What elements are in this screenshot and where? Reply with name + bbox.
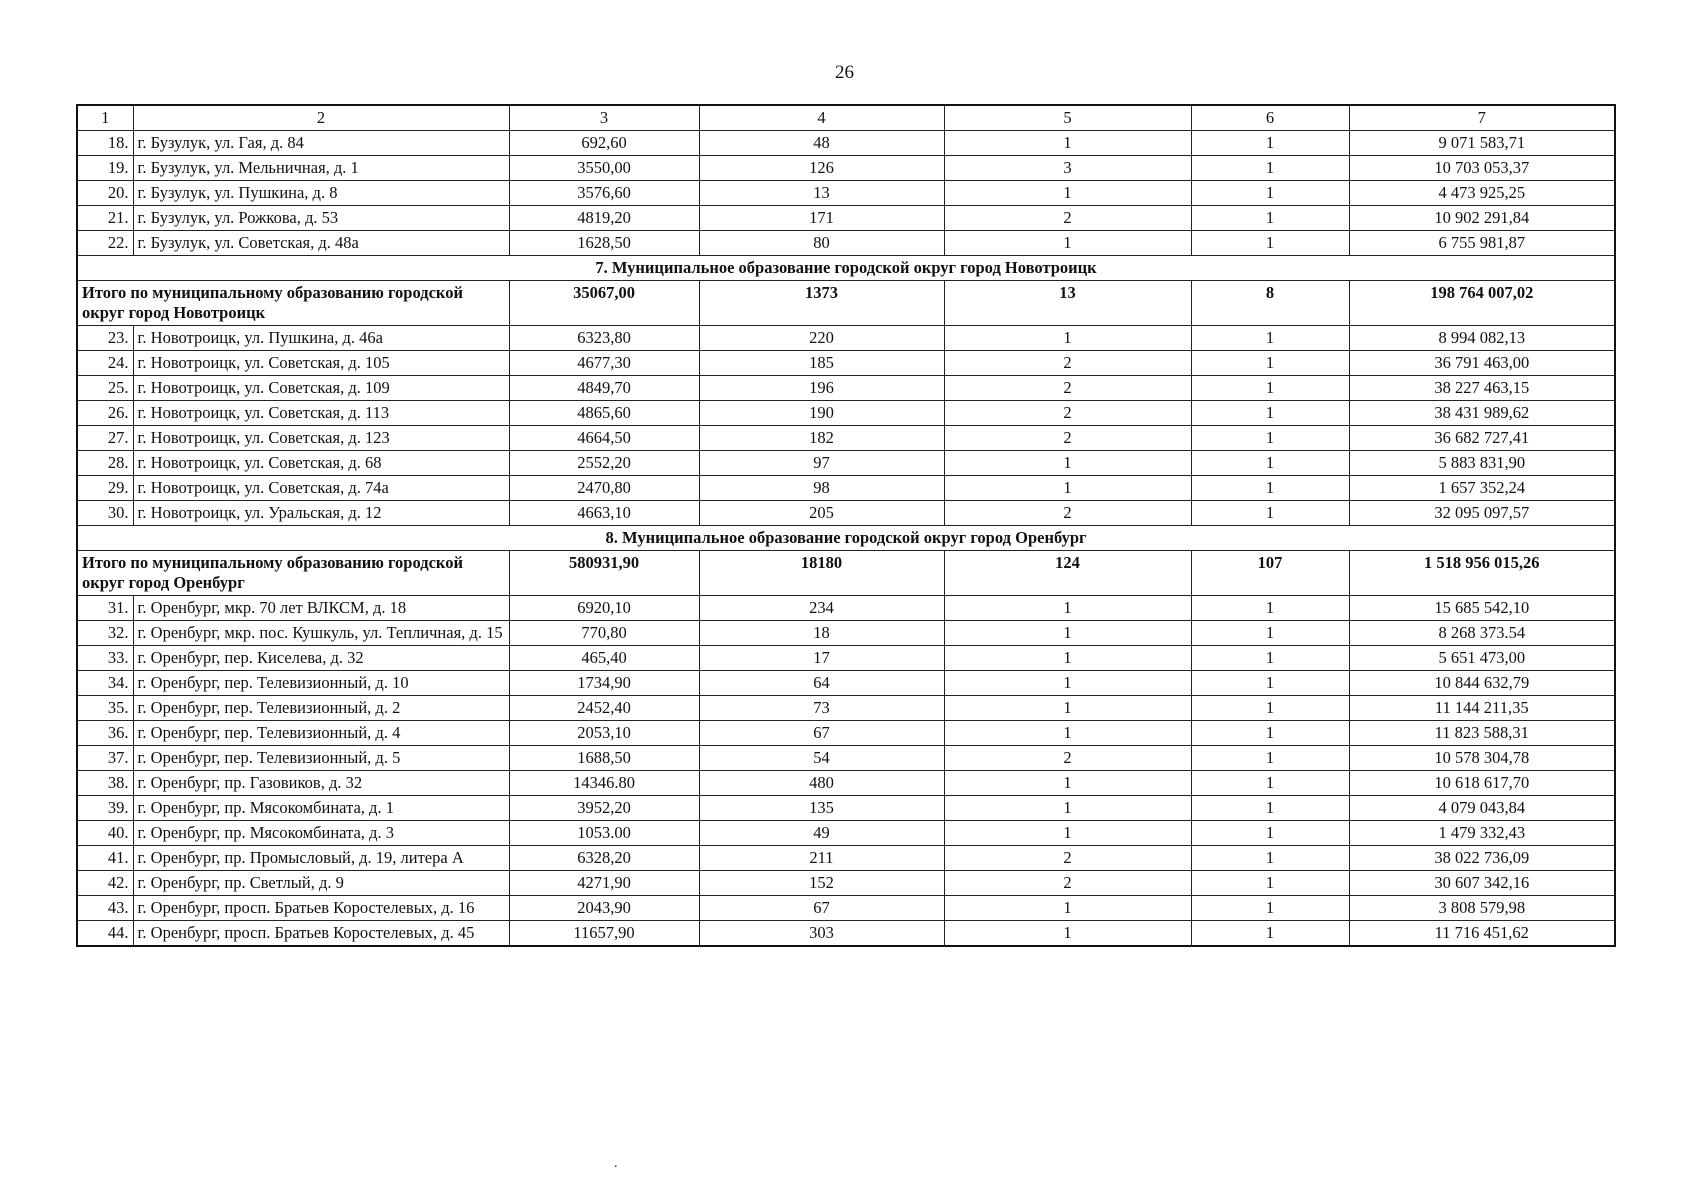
value-cell: 2053,10 [509, 721, 699, 746]
value-cell: 2 [944, 426, 1191, 451]
value-cell: 67 [699, 721, 944, 746]
value-cell: 3952,20 [509, 796, 699, 821]
table-row [77, 921, 1615, 947]
value-cell: 30 607 342,16 [1349, 871, 1615, 896]
value-cell: 97 [699, 451, 944, 476]
address-cell: г. Оренбург, мкр. 70 лет ВЛКСМ, д. 18 [133, 596, 509, 621]
value-cell: 10 578 304,78 [1349, 746, 1615, 771]
value-cell: 32 095 097,57 [1349, 501, 1615, 526]
row-number: 40. [77, 821, 133, 846]
address-cell: г. Оренбург, пр. Промысловый, д. 19, литера А [133, 846, 509, 871]
address-cell: г. Бузулук, ул. Пушкина, д. 8 [133, 181, 509, 206]
table-body [77, 105, 1615, 946]
value-cell: 692,60 [509, 131, 699, 156]
table-row [77, 376, 1615, 401]
address-cell: г. Бузулук, ул. Рожкова, д. 53 [133, 206, 509, 231]
header-cell: 6 [1191, 105, 1349, 131]
value-cell: 1 [1191, 921, 1349, 947]
value-cell: 10 618 617,70 [1349, 771, 1615, 796]
header-cell: 2 [133, 105, 509, 131]
value-cell: 1 [1191, 696, 1349, 721]
address-cell: г. Оренбург, пер. Телевизионный, д. 10 [133, 671, 509, 696]
value-cell: 1 [1191, 771, 1349, 796]
value-cell: 11 144 211,35 [1349, 696, 1615, 721]
table-row [77, 206, 1615, 231]
row-number: 35. [77, 696, 133, 721]
value-cell: 15 685 542,10 [1349, 596, 1615, 621]
value-cell: 152 [699, 871, 944, 896]
row-number: 32. [77, 621, 133, 646]
table-row [77, 181, 1615, 206]
value-cell: 171 [699, 206, 944, 231]
value-cell: 1 [1191, 796, 1349, 821]
table-row [77, 621, 1615, 646]
value-cell: 2552,20 [509, 451, 699, 476]
row-number: 34. [77, 671, 133, 696]
value-cell: 1628,50 [509, 231, 699, 256]
value-cell: 1 [1191, 376, 1349, 401]
total-cell: 1373 [699, 281, 944, 326]
address-cell: г. Оренбург, пр. Светлый, д. 9 [133, 871, 509, 896]
address-cell: г. Бузулук, ул. Мельничная, д. 1 [133, 156, 509, 181]
address-cell: г. Оренбург, пер. Телевизионный, д. 2 [133, 696, 509, 721]
row-number: 38. [77, 771, 133, 796]
value-cell: 211 [699, 846, 944, 871]
table-header-row [77, 105, 1615, 131]
value-cell: 4819,20 [509, 206, 699, 231]
value-cell: 1 [1191, 896, 1349, 921]
address-cell: г. Новотроицк, ул. Советская, д. 68 [133, 451, 509, 476]
value-cell: 2043,90 [509, 896, 699, 921]
value-cell: 8 268 373.54 [1349, 621, 1615, 646]
table-row [77, 796, 1615, 821]
table-row [77, 131, 1615, 156]
value-cell: 1 [1191, 846, 1349, 871]
value-cell: 64 [699, 671, 944, 696]
header-cell: 1 [77, 105, 133, 131]
total-cell: 35067,00 [509, 281, 699, 326]
value-cell: 1 [1191, 671, 1349, 696]
table-row [77, 821, 1615, 846]
value-cell: 5 883 831,90 [1349, 451, 1615, 476]
address-cell: г. Новотроицк, ул. Советская, д. 109 [133, 376, 509, 401]
value-cell: 73 [699, 696, 944, 721]
table-row [77, 646, 1615, 671]
section-row [77, 526, 1615, 551]
row-number: 27. [77, 426, 133, 451]
value-cell: 38 227 463,15 [1349, 376, 1615, 401]
value-cell: 1 479 332,43 [1349, 821, 1615, 846]
value-cell: 1 [944, 721, 1191, 746]
row-number: 41. [77, 846, 133, 871]
row-number: 43. [77, 896, 133, 921]
section-row [77, 256, 1615, 281]
value-cell: 1 [944, 821, 1191, 846]
value-cell: 1 [944, 671, 1191, 696]
value-cell: 1 [1191, 181, 1349, 206]
value-cell: 480 [699, 771, 944, 796]
address-cell: г. Оренбург, пер. Киселева, д. 32 [133, 646, 509, 671]
row-number: 18. [77, 131, 133, 156]
value-cell: 1688,50 [509, 746, 699, 771]
value-cell: 3550,00 [509, 156, 699, 181]
table-row [77, 231, 1615, 256]
value-cell: 6323,80 [509, 326, 699, 351]
value-cell: 6328,20 [509, 846, 699, 871]
value-cell: 303 [699, 921, 944, 947]
value-cell: 4271,90 [509, 871, 699, 896]
value-cell: 1 [1191, 426, 1349, 451]
table-row [77, 401, 1615, 426]
value-cell: 36 791 463,00 [1349, 351, 1615, 376]
row-number: 33. [77, 646, 133, 671]
address-cell: г. Новотроицк, ул. Уральская, д. 12 [133, 501, 509, 526]
row-number: 21. [77, 206, 133, 231]
value-cell: 4664,50 [509, 426, 699, 451]
value-cell: 4849,70 [509, 376, 699, 401]
value-cell: 1 [944, 796, 1191, 821]
total-cell: 18180 [699, 551, 944, 596]
value-cell: 1 657 352,24 [1349, 476, 1615, 501]
value-cell: 80 [699, 231, 944, 256]
value-cell: 1 [944, 921, 1191, 947]
address-cell: г. Оренбург, пр. Газовиков, д. 32 [133, 771, 509, 796]
value-cell: 2 [944, 871, 1191, 896]
value-cell: 17 [699, 646, 944, 671]
total-label: Итого по муниципальному образованию городской округ город Новотроицк [77, 281, 509, 326]
address-cell: г. Оренбург, просп. Братьев Коростелевых, д. 45 [133, 921, 509, 947]
value-cell: 2 [944, 206, 1191, 231]
value-cell: 234 [699, 596, 944, 621]
scan-mark: . [614, 1156, 618, 1171]
value-cell: 1053.00 [509, 821, 699, 846]
value-cell: 1 [944, 596, 1191, 621]
value-cell: 3 [944, 156, 1191, 181]
table-row [77, 846, 1615, 871]
row-number: 42. [77, 871, 133, 896]
row-number: 26. [77, 401, 133, 426]
header-cell: 5 [944, 105, 1191, 131]
address-cell: г. Оренбург, пр. Мясокомбината, д. 1 [133, 796, 509, 821]
row-number: 37. [77, 746, 133, 771]
value-cell: 3 808 579,98 [1349, 896, 1615, 921]
address-cell: г. Оренбург, мкр. пос. Кушкуль, ул. Тепличная, д. 15 [133, 621, 509, 646]
table-row [77, 896, 1615, 921]
row-number: 31. [77, 596, 133, 621]
value-cell: 1 [1191, 621, 1349, 646]
value-cell: 6920,10 [509, 596, 699, 621]
address-cell: г. Бузулук, ул. Гая, д. 84 [133, 131, 509, 156]
value-cell: 1 [1191, 746, 1349, 771]
total-label: Итого по муниципальному образованию городской округ город Оренбург [77, 551, 509, 596]
value-cell: 10 703 053,37 [1349, 156, 1615, 181]
value-cell: 126 [699, 156, 944, 181]
value-cell: 14346.80 [509, 771, 699, 796]
value-cell: 2 [944, 501, 1191, 526]
value-cell: 11 823 588,31 [1349, 721, 1615, 746]
value-cell: 67 [699, 896, 944, 921]
value-cell: 1 [1191, 821, 1349, 846]
header-cell: 7 [1349, 105, 1615, 131]
value-cell: 4677,30 [509, 351, 699, 376]
total-cell: 580931,90 [509, 551, 699, 596]
address-cell: г. Новотроицк, ул. Советская, д. 74а [133, 476, 509, 501]
table-row [77, 771, 1615, 796]
value-cell: 10 902 291,84 [1349, 206, 1615, 231]
value-cell: 2452,40 [509, 696, 699, 721]
value-cell: 1 [1191, 351, 1349, 376]
total-cell: 107 [1191, 551, 1349, 596]
value-cell: 1 [944, 696, 1191, 721]
value-cell: 10 844 632,79 [1349, 671, 1615, 696]
row-number: 19. [77, 156, 133, 181]
address-cell: г. Новотроицк, ул. Пушкина, д. 46а [133, 326, 509, 351]
value-cell: 13 [699, 181, 944, 206]
row-number: 30. [77, 501, 133, 526]
value-cell: 1 [1191, 596, 1349, 621]
value-cell: 1 [1191, 476, 1349, 501]
table-row [77, 426, 1615, 451]
value-cell: 1 [944, 181, 1191, 206]
row-number: 20. [77, 181, 133, 206]
value-cell: 5 651 473,00 [1349, 646, 1615, 671]
address-cell: г. Оренбург, пр. Мясокомбината, д. 3 [133, 821, 509, 846]
table-row [77, 671, 1615, 696]
table-row [77, 696, 1615, 721]
value-cell: 36 682 727,41 [1349, 426, 1615, 451]
value-cell: 1 [1191, 451, 1349, 476]
value-cell: 1 [944, 476, 1191, 501]
address-cell: г. Оренбург, пер. Телевизионный, д. 5 [133, 746, 509, 771]
row-number: 44. [77, 921, 133, 947]
value-cell: 48 [699, 131, 944, 156]
value-cell: 465,40 [509, 646, 699, 671]
value-cell: 135 [699, 796, 944, 821]
table-row [77, 476, 1615, 501]
value-cell: 205 [699, 501, 944, 526]
value-cell: 1 [944, 621, 1191, 646]
value-cell: 9 071 583,71 [1349, 131, 1615, 156]
value-cell: 1 [1191, 206, 1349, 231]
value-cell: 98 [699, 476, 944, 501]
address-cell: г. Новотроицк, ул. Советская, д. 123 [133, 426, 509, 451]
value-cell: 2 [944, 746, 1191, 771]
row-number: 24. [77, 351, 133, 376]
row-number: 29. [77, 476, 133, 501]
value-cell: 1 [1191, 131, 1349, 156]
data-table [76, 104, 1616, 947]
value-cell: 1 [944, 131, 1191, 156]
value-cell: 2 [944, 376, 1191, 401]
row-number: 25. [77, 376, 133, 401]
address-cell: г. Новотроицк, ул. Советская, д. 105 [133, 351, 509, 376]
total-row [77, 281, 1615, 326]
value-cell: 1734,90 [509, 671, 699, 696]
section-title: 7. Муниципальное образование городской округ город Новотроицк [77, 256, 1615, 281]
value-cell: 196 [699, 376, 944, 401]
value-cell: 1 [944, 896, 1191, 921]
table-row [77, 501, 1615, 526]
value-cell: 1 [944, 326, 1191, 351]
value-cell: 11657,90 [509, 921, 699, 947]
value-cell: 38 022 736,09 [1349, 846, 1615, 871]
table-row [77, 351, 1615, 376]
value-cell: 38 431 989,62 [1349, 401, 1615, 426]
header-cell: 4 [699, 105, 944, 131]
value-cell: 1 [1191, 646, 1349, 671]
table-row [77, 746, 1615, 771]
section-title: 8. Муниципальное образование городской округ город Оренбург [77, 526, 1615, 551]
page-number: 26 [835, 62, 854, 83]
total-cell: 124 [944, 551, 1191, 596]
value-cell: 2470,80 [509, 476, 699, 501]
value-cell: 190 [699, 401, 944, 426]
value-cell: 1 [944, 451, 1191, 476]
address-cell: г. Оренбург, просп. Братьев Коростелевых, д. 16 [133, 896, 509, 921]
row-number: 22. [77, 231, 133, 256]
value-cell: 4663,10 [509, 501, 699, 526]
value-cell: 1 [944, 771, 1191, 796]
value-cell: 11 716 451,62 [1349, 921, 1615, 947]
row-number: 28. [77, 451, 133, 476]
value-cell: 8 994 082,13 [1349, 326, 1615, 351]
value-cell: 18 [699, 621, 944, 646]
table-row [77, 451, 1615, 476]
address-cell: г. Бузулук, ул. Советская, д. 48а [133, 231, 509, 256]
table-row [77, 721, 1615, 746]
value-cell: 4865,60 [509, 401, 699, 426]
total-cell: 8 [1191, 281, 1349, 326]
value-cell: 2 [944, 351, 1191, 376]
value-cell: 1 [1191, 501, 1349, 526]
value-cell: 6 755 981,87 [1349, 231, 1615, 256]
value-cell: 1 [1191, 401, 1349, 426]
table-row [77, 871, 1615, 896]
value-cell: 4 079 043,84 [1349, 796, 1615, 821]
row-number: 23. [77, 326, 133, 351]
row-number: 39. [77, 796, 133, 821]
value-cell: 1 [1191, 156, 1349, 181]
value-cell: 1 [1191, 721, 1349, 746]
total-cell: 198 764 007,02 [1349, 281, 1615, 326]
value-cell: 2 [944, 846, 1191, 871]
value-cell: 185 [699, 351, 944, 376]
total-row [77, 551, 1615, 596]
value-cell: 220 [699, 326, 944, 351]
value-cell: 1 [1191, 871, 1349, 896]
address-cell: г. Оренбург, пер. Телевизионный, д. 4 [133, 721, 509, 746]
value-cell: 182 [699, 426, 944, 451]
value-cell: 1 [1191, 326, 1349, 351]
total-cell: 13 [944, 281, 1191, 326]
value-cell: 3576,60 [509, 181, 699, 206]
value-cell: 770,80 [509, 621, 699, 646]
total-cell: 1 518 956 015,26 [1349, 551, 1615, 596]
table-row [77, 326, 1615, 351]
table-row [77, 596, 1615, 621]
value-cell: 1 [944, 231, 1191, 256]
table-row [77, 156, 1615, 181]
row-number: 36. [77, 721, 133, 746]
value-cell: 1 [944, 646, 1191, 671]
value-cell: 1 [1191, 231, 1349, 256]
address-cell: г. Новотроицк, ул. Советская, д. 113 [133, 401, 509, 426]
header-cell: 3 [509, 105, 699, 131]
value-cell: 2 [944, 401, 1191, 426]
value-cell: 54 [699, 746, 944, 771]
value-cell: 4 473 925,25 [1349, 181, 1615, 206]
value-cell: 49 [699, 821, 944, 846]
